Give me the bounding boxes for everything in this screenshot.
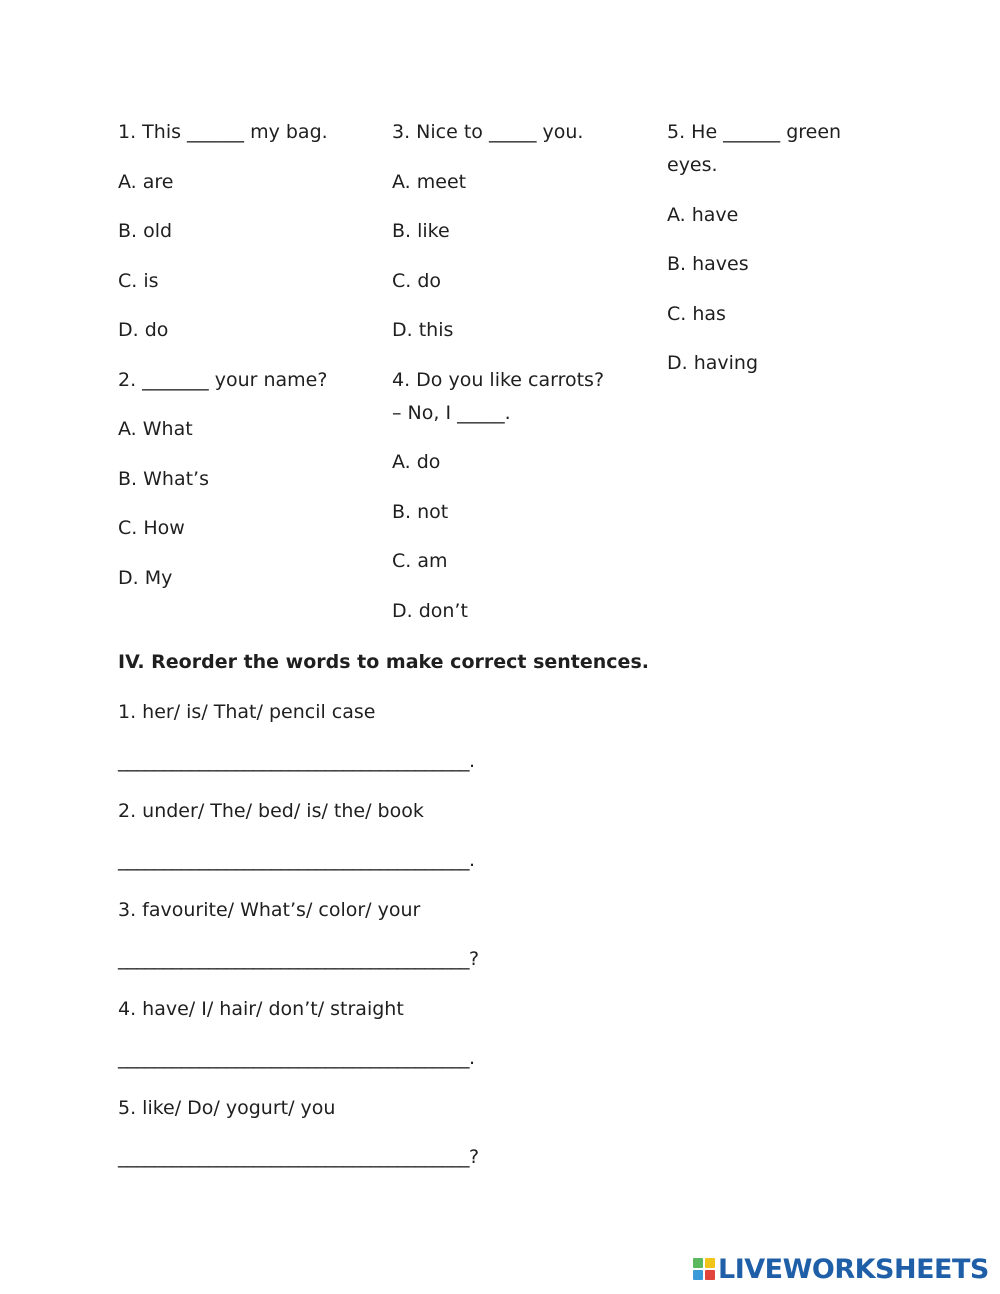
question-4-option-b[interactable]: B. not [392,500,449,523]
liveworksheets-logo-text: LIVEWORKSHEETS [718,1253,989,1285]
question-5-stem [667,116,897,182]
question-1-option-a[interactable]: A. are [118,170,174,193]
question-4-stem [392,364,652,430]
reorder-item-3-prompt: 3. favourite/ What’s/ color/ your [118,898,421,921]
liveworksheets-logo-icon [693,1258,715,1280]
question-3-option-d[interactable]: D. this [392,319,454,341]
question-2-option-d[interactable]: D. My [118,566,173,589]
question-3-option-b[interactable]: B. like [392,220,450,242]
question-5-option-b[interactable]: B. haves [667,253,749,275]
question-4-stem-line-2: – No, I _____. [392,401,511,424]
question-5-stem-line-2: eyes. [667,154,718,176]
reorder-section-title: IV. Reorder the words to make correct sentences. [118,651,649,673]
question-3-option-c[interactable]: C. do [392,269,442,292]
question-3-option-a[interactable]: A. meet [392,170,467,193]
question-5-stem-line-1: 5. He ______ green [667,121,842,143]
question-4-stem-line-1: 4. Do you like carrots? [392,368,605,391]
question-4-option-d[interactable]: D. don’t [392,599,468,622]
question-column-2 [392,116,652,644]
question-2-option-c[interactable]: C. How [118,517,185,539]
question-2-option-b[interactable]: B. What’s [118,467,209,490]
question-4-option-c[interactable]: C. am [392,550,448,572]
liveworksheets-logo [693,1254,989,1284]
question-5-option-c[interactable]: C. has [667,302,726,325]
question-column-3 [667,116,897,397]
question-1-option-b[interactable]: B. old [118,220,173,242]
question-1-option-d[interactable]: D. do [118,319,169,341]
reorder-item-5-prompt: 5. like/ Do/ yogurt/ you [118,1096,336,1119]
question-5-option-a[interactable]: A. have [667,203,739,226]
question-5-option-d[interactable]: D. having [667,352,759,374]
question-3-stem: 3. Nice to _____ you. [392,121,584,143]
question-4-option-a[interactable]: A. do [392,451,441,473]
reorder-item-5-answer-line[interactable]: _______________________________________? [118,1146,479,1168]
question-column-1 [118,116,378,611]
reorder-item-4-answer-line[interactable]: _______________________________________. [118,1047,475,1069]
reorder-item-2-prompt: 2. under/ The/ bed/ is/ the/ book [118,799,424,822]
reorder-item-1-prompt: 1. her/ is/ That/ pencil case [118,700,376,723]
reorder-section [118,646,878,1191]
reorder-item-1-answer-line[interactable]: _______________________________________. [118,750,475,772]
reorder-item-3-answer-line[interactable]: _______________________________________? [118,948,479,970]
reorder-item-4-prompt: 4. have/ I/ hair/ don’t/ straight [118,997,404,1020]
reorder-item-2-answer-line[interactable]: _______________________________________. [118,849,475,871]
question-2-option-a[interactable]: A. What [118,418,193,440]
question-2-stem: 2. _______ your name? [118,368,328,391]
question-1-stem: 1. This ______ my bag. [118,121,328,143]
question-1-option-c[interactable]: C. is [118,269,159,292]
